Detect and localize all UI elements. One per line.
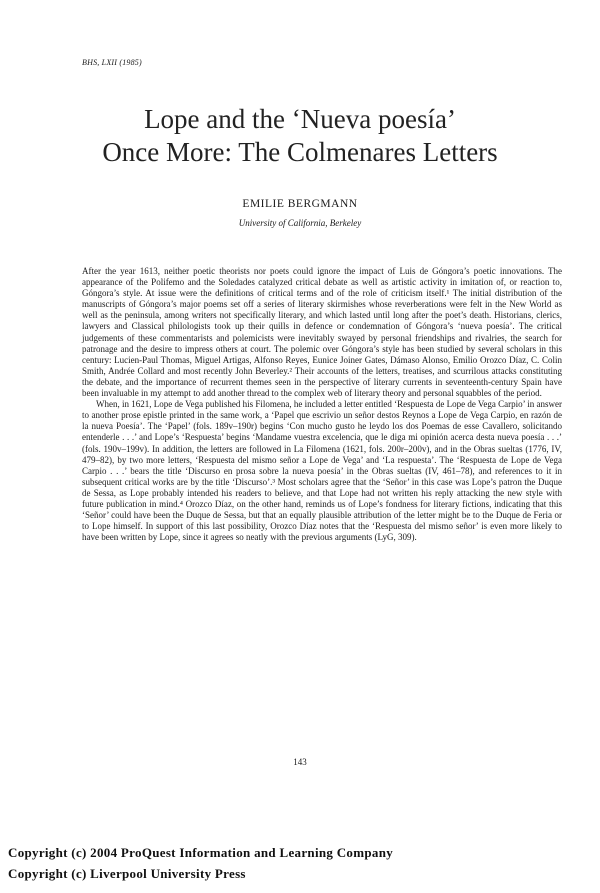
title-line-2: Once More: The Colmenares Letters <box>102 137 498 167</box>
title-line-1: Lope and the ‘Nueva poesía’ <box>144 104 456 134</box>
paragraph-2: When, in 1621, Lope de Vega published his Filomena, he included a letter entitled ‘Respuesta de Lope de Vega Carpio’ in answer to another prose epistle printed in the same work, a ‘Papel que escrivio un señor destos Reynos a Lope de Vega Carpio, en razón de la nueva Poesía’. The ‘Papel’ (fols. 189v–190r) begins ‘Con mucho gusto he leydo los dos Poemas de esse Cavallero, solicitando entenderle . . .’ and Lope’s ‘Respuesta’ begins ‘Mandame vuestra excelencia, que le diga mi opinión acerca desta nueva poesía . . .’ (fols. 190v–199v). In addition, the letters are followed in La Filomena (1621, fols. 200r–200v), and in the Obras sueltas (1776, IV, 479–82), by two more letters, ‘Respuesta del mismo señor a Lope de Vega’ and ‘La respuesta’. The ‘Respuesta de Lope de Vega Carpio . . .’ bears the title ‘Discurso en prosa sobre la nueva poesía’ in the Obras sueltas (IV, 461–78), and references to it in subsequent critical works are by the title ‘Discurso’.³ Most scholars agree that the ‘Señor’ in this case was Lope’s patron the Duque de Sessa, as Lope probably intended his readers to believe, and that Lope had not written his reply attacking the new style with future publication in mind.⁴ Orozco Díaz, on the other hand, reminds us of Lope’s fondness for literary fictions, indicating that this ‘Señor’ could have been the Duque de Sessa, but that an equally plausible attribution of the letter might be to the Duque de Feria or to Lope himself. In support of this last possibility, Orozco Díaz notes that the ‘Respuesta del mismo señor’ is even more likely to have been written by Lope, since it agrees so neatly with the previous arguments (LyG, 309). <box>82 399 562 543</box>
copyright-line-1: Copyright (c) 2004 ProQuest Information and Learning Company <box>8 845 394 860</box>
author-name: EMILIE BERGMANN <box>242 198 358 210</box>
author-affiliation: University of California, Berkeley <box>238 218 362 228</box>
journal-reference: BHS, LXII (1985) <box>82 58 142 67</box>
copyright-line-2: Copyright (c) Liverpool University Press <box>8 866 246 881</box>
article-title <box>0 103 600 169</box>
article-body <box>82 266 562 543</box>
page-number: 143 <box>293 757 307 767</box>
paragraph-1: After the year 1613, neither poetic theorists nor poets could ignore the impact of Luis de Góngora’s poetic innovations. The appearance of the Polifemo and the Soledades catalyzed critical debate as well as artistic activity in imitation of, or reaction to, Góngora’s style. At issue were the definitions of critical terms and of the role of criticism itself.¹ The initial distribution of the manuscripts of Góngora’s major poems set off a series of literary skirmishes whose reverberations were felt in the New World as well as the peninsula, among writers not specifically literary, and which lasted until long after the poet’s death. Historians, clerics, lawyers and Classical philologists took up their quills in defence or condemnation of Góngora’s ‘nueva poesía’. The critical judgements of these commentarists and polemicists were inevitably swayed by personal friendships and rivalries, the search for patronage and the desire to impress others at court. The polemic over Góngora’s style has been studied by several scholars in this century: Lucien-Paul Thomas, Miguel Artigas, Alfonso Reyes, Eunice Joiner Gates, Dámaso Alonso, Emilio Orozco Díaz, C. Colin Smith, Andrée Collard and most recently John Beverley.² Their accounts of the letters, treatises, and scurrilous attacks constituting the debate, and the importance of recurrent themes seen in the perspective of literary currents in seventeenth-century Spain have been invaluable in my attempt to add another thread to the complex web of literary theory and personal squabbles of the period. <box>82 266 562 399</box>
